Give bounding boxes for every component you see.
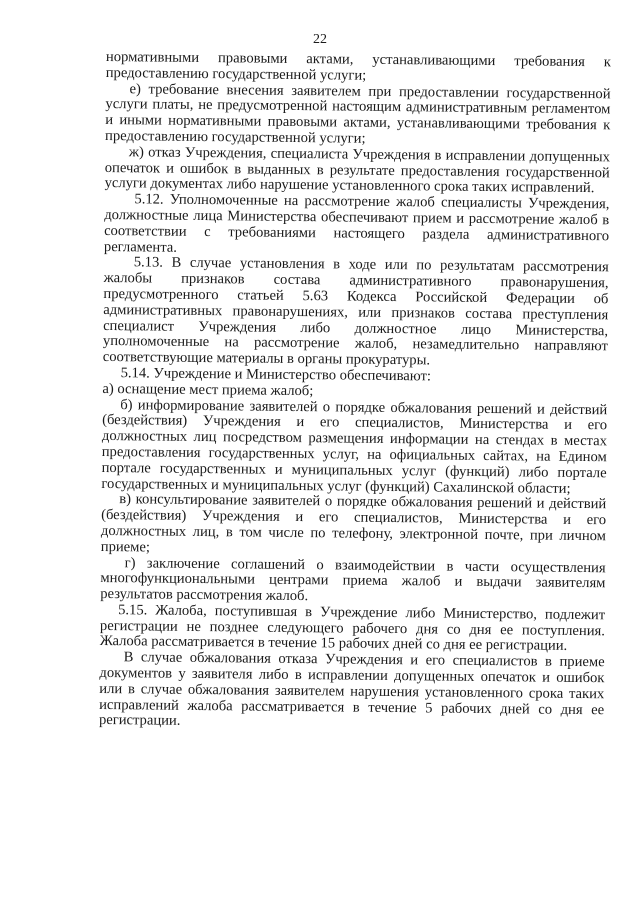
paragraph-5-12: 5.12. Уполномоченные на рассмотрение жалоб специалисты Учреждения, должностные лица Министерства обеспечивают прием и рассмотрение жалоб в соответствии с требованиями настоящего раздела административного регламента. [103, 191, 610, 256]
paragraph-e: е) требование внесения заявителем при предоставлении государственной услуги платы, не предусмотренной настоящим административным регламентом и иными нормативными правовыми актами, устанавливающими требования к предоставлению государственной услуги; [105, 80, 611, 147]
paragraph-a: а) оснащение мест приема жалоб; [102, 380, 314, 399]
paragraph-5-14: 5.14. Учреждение и Министерство обеспечивают: [120, 365, 432, 385]
paragraph-v: в) консультирование заявителей о порядке обжалования решений и действий (бездействия) Учреждения и его специалистов, Министерства и его должностных лиц, в том числе по телефону, электронной почте, при личном приеме; [100, 491, 607, 556]
paragraph-1: нормативными правовыми актами, устанавливающими требования к предоставлению государственной услуги; [105, 49, 611, 84]
paragraph-b: б) информирование заявителей о порядке обжалования решений и действий (бездействия) Учреждения и его специалистов, Министерства и его должностных лиц посредством размещения информации на стендах в местах предоставления государственных услуг, на официальных сайтах, на Едином портале государственных и муниципальных услуг (функций) либо портале государственных и муниципальных услуг (функций) Сахалинской области; [101, 396, 608, 497]
paragraph-g: г) заключение соглашений о взаимодействии в части осуществления многофункциональными центрами приема жалоб и выдачи заявителям результатов рассмотрения жалоб. [100, 554, 606, 605]
document-body [99, 50, 611, 735]
paragraph-5-15: 5.15. Жалоба, поступившая в Учреждение либо Министерство, подлежит регистрации не позднее следующего рабочего дня со дня ее поступления. Жалоба рассматривается в течение 15 рабочих дней со дня ее регистрации. [99, 602, 606, 655]
paragraph-5-13: 5.13. В случае установления в ходе или по результатам рассмотрения жалобы признаков состава административного правонарушения, предусмотренного статьей 5.63 Кодекса Российской Федерации об административных правонарушениях, или признаков состава преступления специалист Учреждения либо должностное лицо Министерства, уполномоченные на рассмотрение жалоб, незамедлительно направляют соответствующие материалы в органы прокуратуры. [102, 254, 609, 369]
paragraph-5-15-cont: В случае обжалования отказа Учреждения и его специалистов в приеме документов у заявителя либо в исправлении допущенных опечаток и ошибок или в случае обжалования заявителем нарушения установленного срока таких исправлений жалоба рассматривается в течение 5 рабочих дней со дня ее регистрации. [98, 649, 605, 730]
page-number: 22 [313, 32, 327, 47]
paragraph-zh: ж) отказ Учреждения, специалиста Учреждения в исправлении допущенных опечаток и ошибок в выданных в результате предоставления государственной услуги документах либо нарушение установленного срока таких исправлений. [104, 144, 610, 197]
